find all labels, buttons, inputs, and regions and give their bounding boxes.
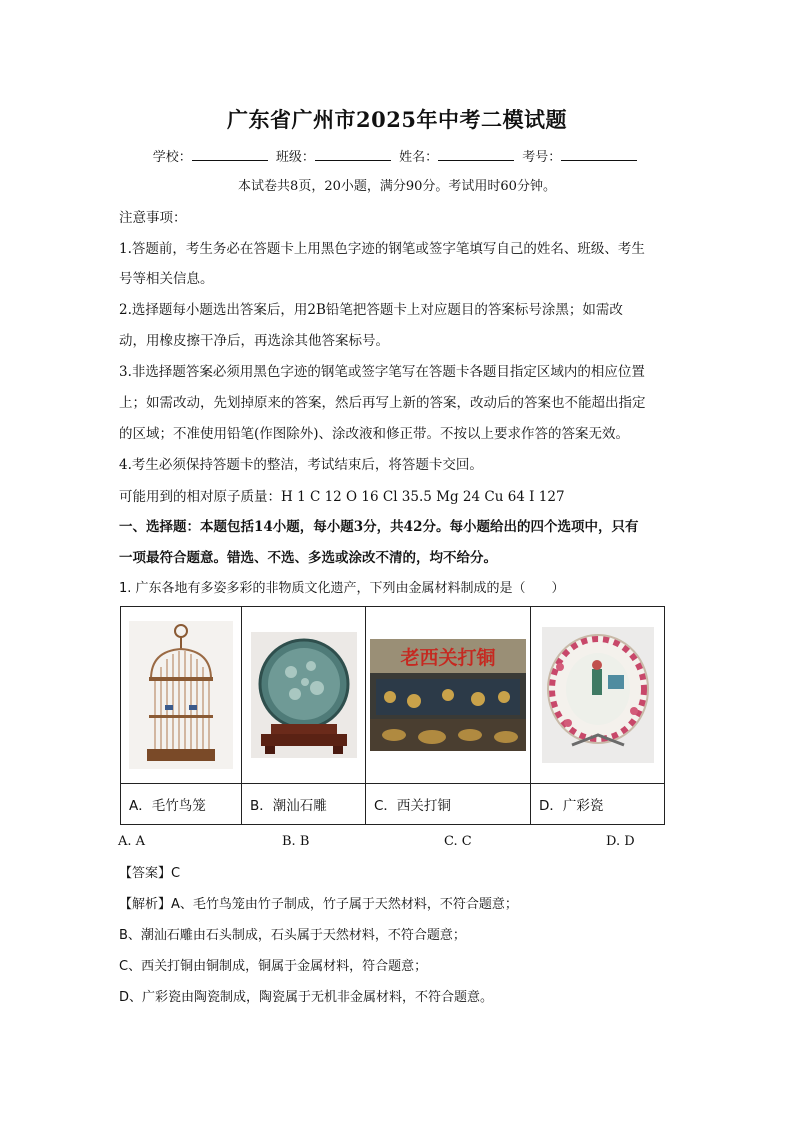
school-label: 学校： — [152, 150, 192, 165]
section-one-intro-line-2: 一项最符合题意。错选、不选、多选或涂改不清的，均不给分。 — [119, 550, 497, 566]
section-one-intro-line-1: 一、选择题：本题包括14小题，每小题3分，共42分。每小题给出的四个选项中，只有 — [119, 519, 639, 535]
option-d-image-cell — [531, 607, 665, 784]
answer-line: 【答案】C — [119, 866, 181, 881]
option-c-image-cell — [366, 607, 531, 784]
exam-summary: 本试卷共8页，20小题，满分90分。考试用时60分钟。 — [238, 179, 556, 194]
note-3-line-3: 的区域；不准使用铅笔(作图除外)、涂改液和修正带。不按以上要求作答的答案无效。 — [119, 426, 630, 442]
page-title: 广东省广州市2025年中考二模试题 — [227, 107, 567, 132]
note-3-line-1: 3.非选择题答案必须用黑色字迹的钢笔或签字笔写在答题卡各题目指定区域内的相应位置 — [119, 364, 645, 380]
school-blank[interactable] — [192, 147, 268, 161]
option-a-image-cell — [121, 607, 242, 784]
option-a-caption: A．毛竹鸟笼 — [121, 784, 242, 825]
question-1-stem: 1. 广东各地有多姿多彩的非物质文化遗产，下列由金属材料制成的是（ ） — [119, 581, 565, 596]
exam-number-label: 考号： — [522, 150, 562, 165]
analysis-line-a: 【解析】A、毛竹鸟笼由竹子制成，竹子属于天然材料，不符合题意； — [119, 897, 518, 912]
copper-shop-image — [370, 639, 526, 751]
note-4: 4.考生必须保持答题卡的整洁，考试结束后，将答题卡交回。 — [119, 457, 483, 473]
shop-sign-text: 老西关打铜 — [400, 647, 496, 669]
question-1-options-table — [120, 606, 665, 825]
note-3-line-2: 上；如需改动，先划掉原来的答案，然后再写上新的答案，改动后的答案也不能超出指定 — [119, 395, 646, 411]
name-blank[interactable] — [438, 147, 514, 161]
exam-number-blank[interactable] — [561, 147, 637, 161]
choice-d[interactable]: D. D — [606, 834, 635, 849]
analysis-line-b: B、潮汕石雕由石头制成，石头属于天然材料，不符合题意； — [119, 928, 466, 943]
option-b-image-cell — [242, 607, 366, 784]
option-d-caption: D．广彩瓷 — [531, 784, 665, 825]
class-blank[interactable] — [315, 147, 391, 161]
note-1-line-1: 1.答题前，考生务必在答题卡上用黑色字迹的钢笔或签字笔填写自己的姓名、班级、考生 — [119, 241, 645, 257]
porcelain-plate-image — [542, 627, 654, 763]
choice-b[interactable]: B. B — [282, 834, 310, 849]
choice-a[interactable]: A. A — [118, 834, 146, 849]
note-1-line-2: 号等相关信息。 — [119, 271, 214, 287]
analysis-line-d: D、广彩瓷由陶瓷制成，陶瓷属于无机非金属材料，不符合题意。 — [119, 990, 494, 1005]
stone-carving-image — [251, 632, 357, 758]
class-label: 班级： — [275, 150, 315, 165]
birdcage-image — [129, 621, 233, 769]
option-c-caption: C．西关打铜 — [366, 784, 531, 825]
notes-heading: 注意事项： — [119, 210, 187, 226]
name-label: 姓名： — [399, 150, 439, 165]
analysis-line-c: C、西关打铜由铜制成，铜属于金属材料，符合题意； — [119, 959, 428, 974]
atomic-masses: 可能用到的相对原子质量：H 1 C 12 O 16 Cl 35.5 Mg 24 Cu 64 I 127 — [119, 489, 565, 505]
option-b-caption: B．潮汕石雕 — [242, 784, 366, 825]
note-2-line-2: 动，用橡皮擦干净后，再选涂其他答案标号。 — [119, 333, 389, 349]
note-2-line-1: 2.选择题每小题选出答案后，用2B铅笔把答题卡上对应题目的答案标号涂黑；如需改 — [119, 302, 623, 318]
student-info-row — [0, 146, 794, 165]
choice-c[interactable]: C. C — [444, 834, 472, 849]
